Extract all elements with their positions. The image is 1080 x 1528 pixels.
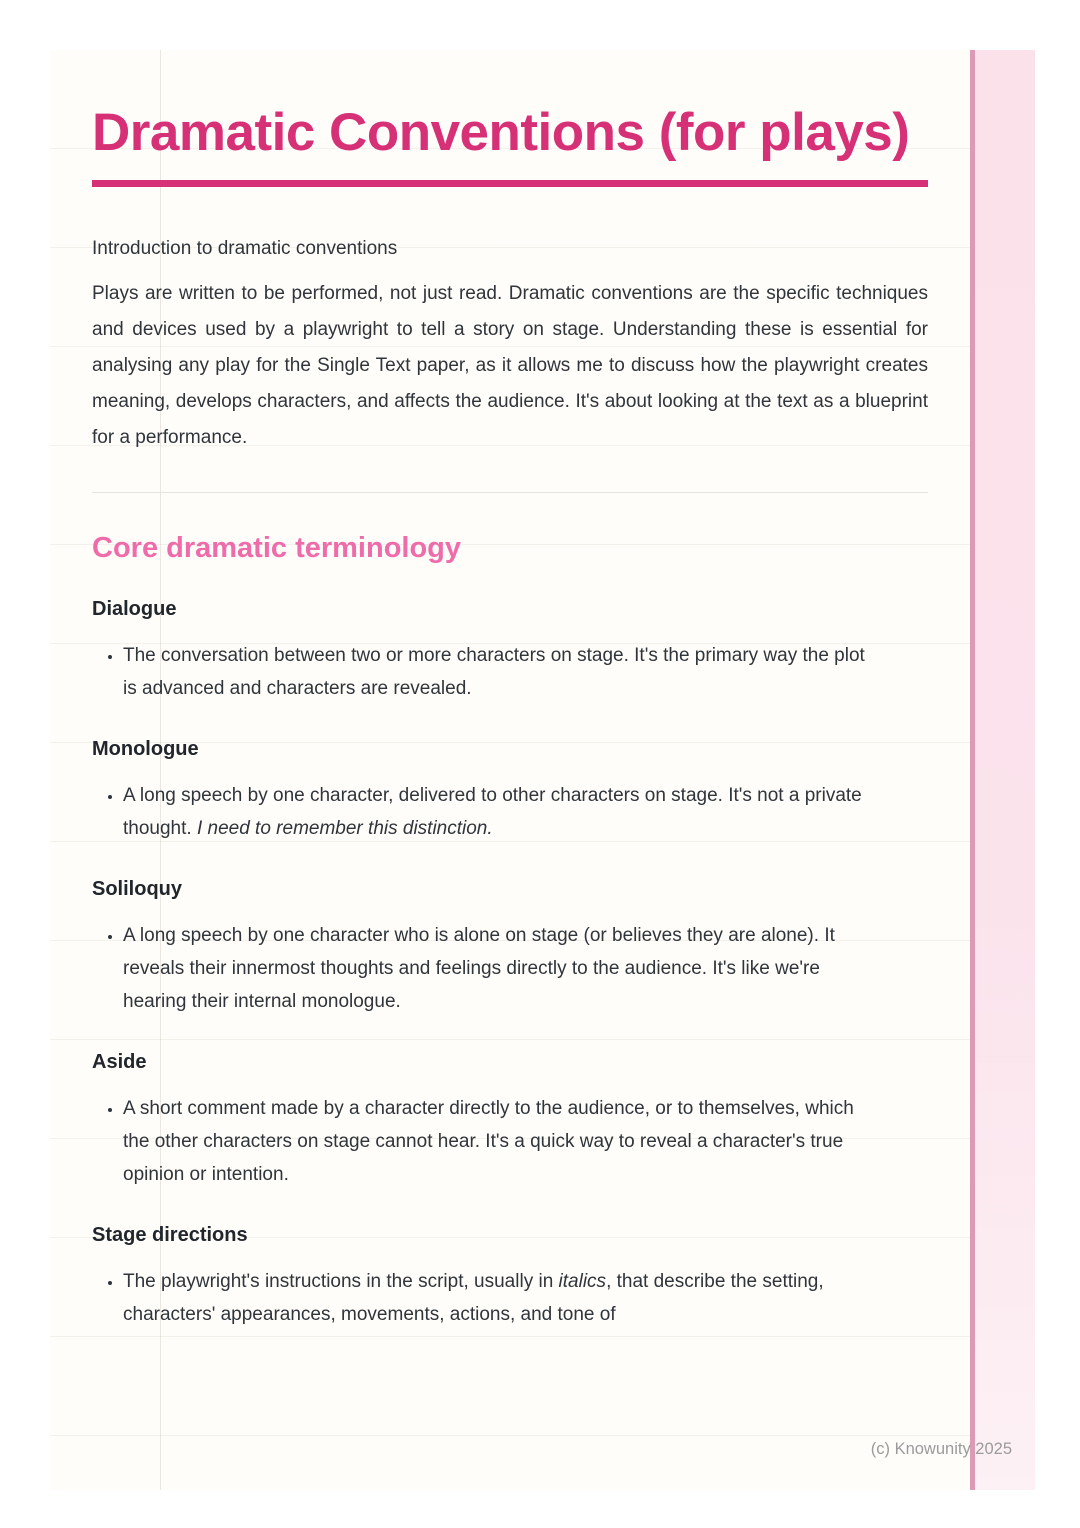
term-list-soliloquy — [92, 919, 928, 1018]
watermark: (c) Knowunity 2025 — [870, 1440, 1012, 1458]
term-bullet — [123, 639, 883, 705]
title-underline-rule — [92, 180, 928, 187]
bullet-italic-text: italics — [558, 1271, 607, 1292]
term-bullet — [123, 779, 883, 845]
page-content — [92, 98, 928, 1331]
notes-page-card — [50, 50, 1035, 1490]
term-bullet — [123, 1092, 883, 1191]
bullet-text: The conversation between two or more characters on stage. It's the primary way the plot is advanced and characters are revealed. — [123, 645, 865, 699]
term-heading-aside: Aside — [92, 1051, 147, 1073]
term-heading-soliloquy: Soliloquy — [92, 878, 182, 900]
term-heading-monologue: Monologue — [92, 738, 199, 760]
intro-paragraph: Plays are written to be performed, not just read. Dramatic conventions are the specific techniques and devices used by a playwright to tell a story on stage. Understanding these is essential for analysing any play for the Single Text paper, as it allows me to discuss how the playwright creates meaning, develops characters, and affects the audience. It's about looking at the text as a blueprint for a performance. — [92, 283, 928, 448]
term-list-aside — [92, 1092, 928, 1191]
bullet-italic-text: I need to remember this distinction. — [196, 818, 493, 839]
page-title: Dramatic Conventions (for plays) — [92, 103, 910, 162]
term-heading-stage-directions: Stage directions — [92, 1224, 248, 1246]
bullet-text-after: , that describe the setting, characters' appearances, movements, actions, and tone of — [123, 1271, 824, 1325]
bullet-text: A long speech by one character who is alone on stage (or believes they are alone). It reveals their innermost thoughts and feelings directly to the audience. It's like we're hearing their internal monologue. — [123, 925, 835, 1012]
page-edge-pink-band — [970, 50, 1035, 1490]
term-bullet — [123, 919, 883, 1018]
bullet-text: A short comment made by a character directly to the audience, or to themselves, which the other characters on stage cannot hear. It's a quick way to reveal a character's true opinion or intention. — [123, 1098, 854, 1185]
bullet-text: The playwright's instructions in the script, usually in — [123, 1271, 559, 1292]
section-heading: Core dramatic terminology — [92, 532, 462, 564]
intro-label: Introduction to dramatic conventions — [92, 238, 398, 259]
term-heading-dialogue: Dialogue — [92, 598, 177, 620]
term-list-stage-directions — [92, 1265, 928, 1331]
term-list-monologue — [92, 779, 928, 845]
term-list-dialogue — [92, 639, 928, 705]
term-bullet — [123, 1265, 883, 1331]
bullet-text: A long speech by one character, delivered to other characters on stage. It's not a private thought. — [123, 785, 862, 839]
section-divider — [92, 492, 928, 493]
